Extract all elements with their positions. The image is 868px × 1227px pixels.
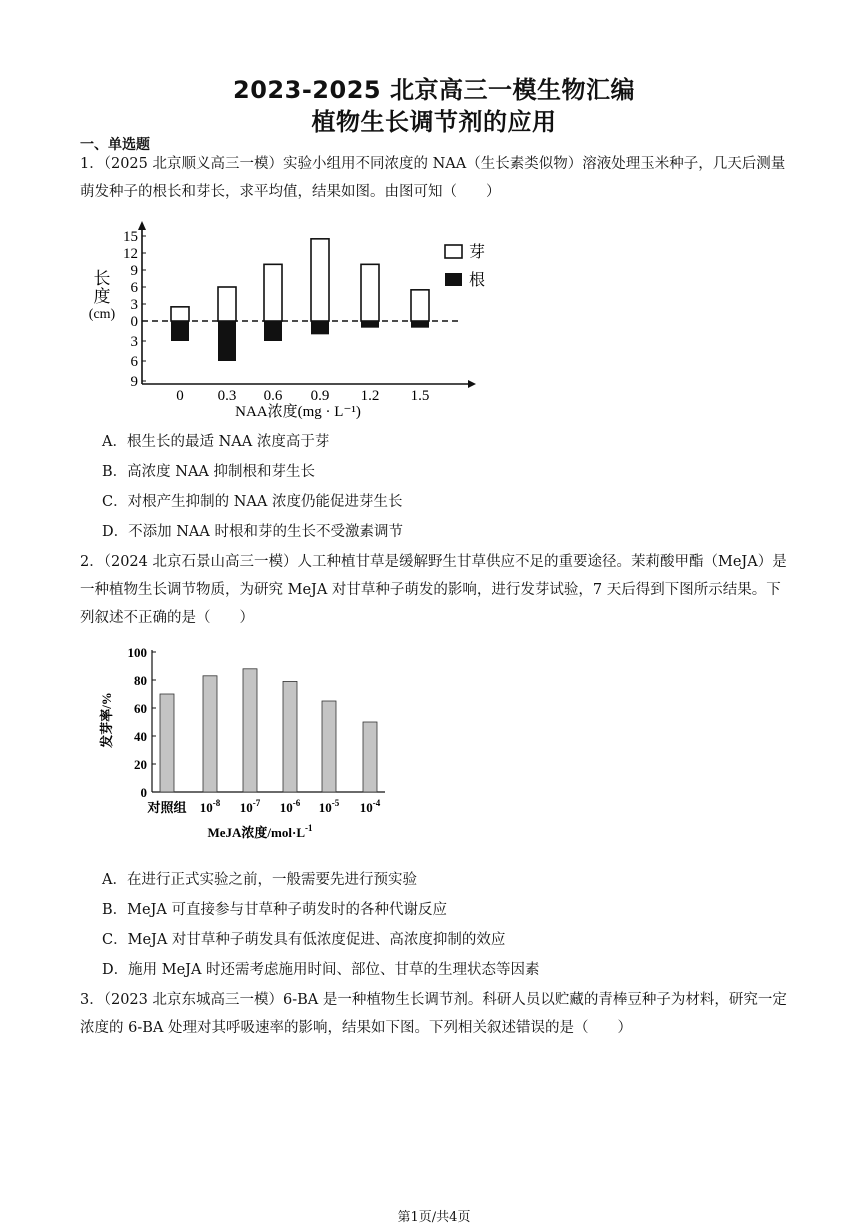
y-axis-label: 长 [93,269,111,288]
bar-bud [264,264,282,321]
q1-chart [80,218,510,423]
y-tick-label: 60 [134,701,147,716]
bar-bud [218,287,236,321]
q2-option-a: A．在进行正式实验之前，一般需要先进行预实验 [102,872,417,888]
y-axis-label: 度 [93,287,111,306]
bar-bud [411,290,429,321]
y-tick-label: 3 [130,334,138,350]
bar-bud [361,264,379,321]
y-tick-label: 6 [130,280,138,296]
bar [363,722,377,792]
bar [283,681,297,792]
q2-chart [95,640,405,845]
bar-root [218,321,236,361]
bar-root [361,321,379,328]
q1-option-a: A．根生长的最适 NAA 浓度高于芽 [102,434,330,450]
x-tick-label: 1.5 [410,388,430,404]
legend-label-bud: 芽 [469,244,486,261]
x-tick-label: $10^{-6}$ [279,798,301,815]
y-tick-label: 20 [134,757,147,772]
y-tick-label: 0 [140,785,147,800]
x-tick-label: 0.9 [310,388,330,404]
q1-option-b: B．高浓度 NAA 抑制根和芽生长 [102,464,316,480]
doc-title-line1: 2023-2025 北京高三一模生物汇编 [233,76,635,104]
y-axis-label: 发芽率/% [99,692,114,748]
y-tick-label: 40 [134,729,147,744]
bar [322,701,336,792]
legend-swatch-root [445,273,462,286]
q2-option-c: C．MeJA 对甘草种子萌发具有低浓度促进、高浓度抑制的效应 [102,932,506,948]
legend-swatch-bud [445,245,462,258]
bar [203,676,217,792]
y-tick-label: 100 [127,645,147,660]
q2-option-b: B．MeJA 可直接参与甘草种子萌发时的各种代谢反应 [102,902,447,918]
x-tick-label: $10^{-4}$ [359,798,381,815]
section-heading: 一、单选题 [80,137,150,153]
x-tick-label: $10^{-8}$ [199,798,221,815]
x-axis-label: NAA浓度(mg · L⁻¹) [235,404,361,420]
y-tick-label: 80 [134,673,147,688]
x-tick-label: 0.6 [263,388,283,404]
bar-bud [171,307,189,321]
y-tick-label: 9 [130,374,138,390]
q1-option-d: D．不添加 NAA 时根和芽的生长不受激素调节 [102,524,403,540]
q2-stem: 2．（2024 北京石景山高三一模）人工种植甘草是缓解野生甘草供应不足的重要途径。茉莉酸甲酯（MeJA）是一种植物生长调节物质，为研究 MeJA 对甘草种子萌发的影响，进行发芽试验，7 天后得到下图所示结果。下列叙述不正确的是（ ） [80,554,787,626]
y-tick-label: 0 [130,314,138,330]
bar-root [311,321,329,334]
y-tick-label: 6 [130,354,138,370]
bar-bud [311,239,329,321]
y-tick-label: 12 [123,246,138,262]
q1-stem: 1．（2025 北京顺义高三一模）实验小组用不同浓度的 NAA（生长素类似物）溶液处理玉米种子，几天后测量萌发种子的根长和芽长，求平均值，结果如图。由图可知（ ） [80,156,786,200]
bar [160,694,174,792]
q3-stem: 3．（2023 北京东城高三一模）6-BA 是一种植物生长调节剂。科研人员以贮藏的青棒豆种子为材料，研究一定浓度的 6-BA 处理对其呼吸速率的影响，结果如下图。下列相关叙述错误的是（ ） [80,992,787,1036]
x-tick-label: 1.2 [360,388,380,404]
x-tick-label: 0.3 [217,388,237,404]
q2-option-d: D．施用 MeJA 时还需考虑施用时间、部位、甘草的生理状态等因素 [102,962,540,978]
bar-root [264,321,282,341]
bar-root [171,321,189,341]
y-tick-label: 9 [130,263,138,279]
q1-option-c: C．对根产生抑制的 NAA 浓度仍能促进芽生长 [102,494,403,510]
y-tick-label: 15 [123,229,138,245]
y-axis-unit: (cm) [88,307,116,322]
bar-root [411,321,429,328]
x-tick-label: 对照组 [147,800,187,815]
y-axis-arrow [138,221,146,230]
legend-label-root: 根 [469,272,486,289]
y-tick-label: 3 [130,297,138,313]
x-tick-label: $10^{-7}$ [239,798,261,815]
x-tick-label: $10^{-5}$ [318,798,340,815]
page-footer: 第1页/共4页 [397,1210,471,1225]
x-axis-arrow [468,380,476,388]
bar [243,669,257,792]
doc-title-line2: 植物生长调节剂的应用 [311,108,557,136]
x-axis-label: MeJA浓度$/mol\cdot L^{-1}$ [207,823,313,840]
x-tick-label: 0 [176,388,184,404]
